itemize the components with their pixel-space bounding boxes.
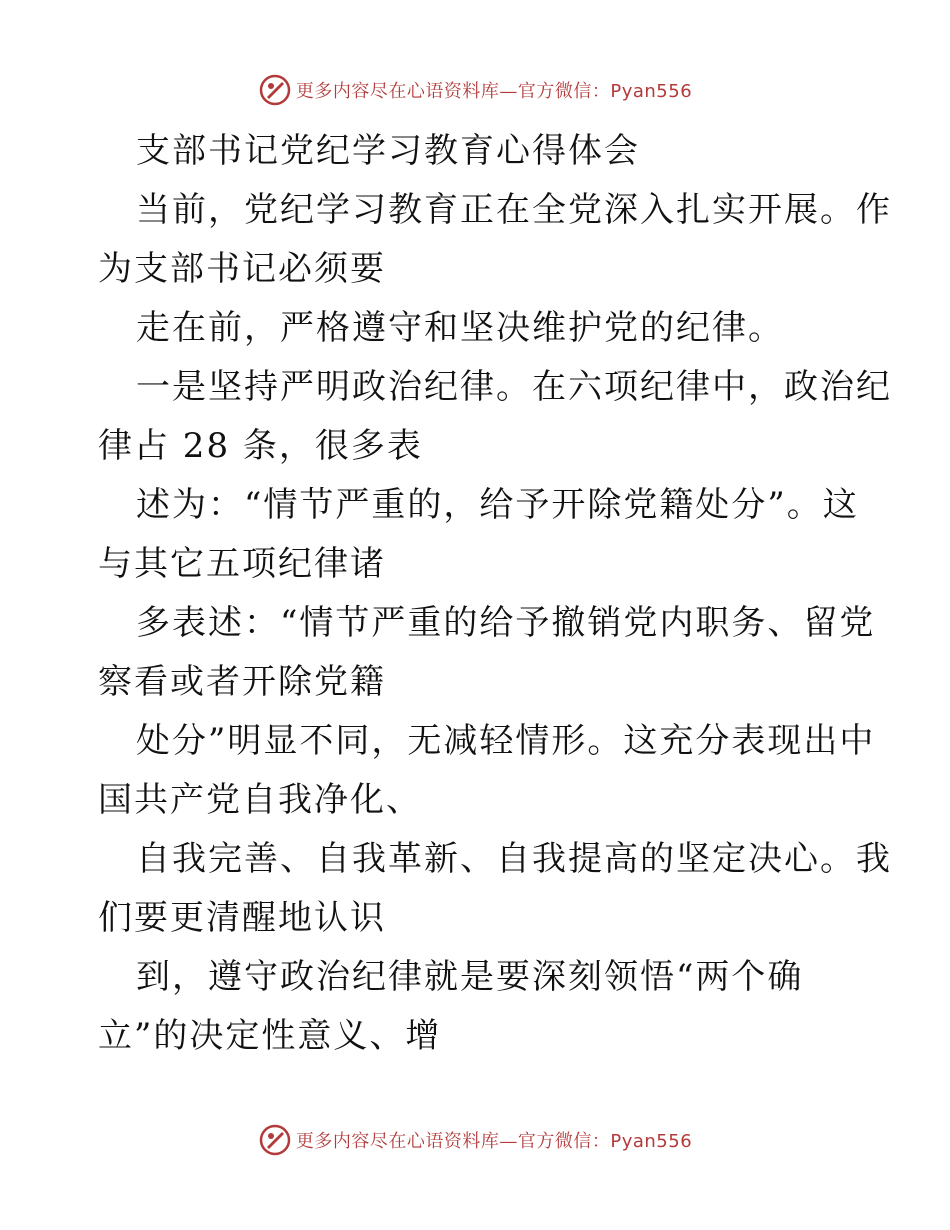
document-title: 支部书记党纪学习教育心得体会 bbox=[136, 131, 640, 171]
logo-icon bbox=[258, 1123, 292, 1157]
paragraph-line: 述为：“情节严重的，给予开除党籍处分”。这 bbox=[136, 485, 859, 525]
paragraph-line: 立”的决定性意义、增 bbox=[98, 1016, 442, 1056]
paragraph-line: 国共产党自我净化、 bbox=[98, 780, 422, 820]
footer-text: 更多内容尽在心语资料库—官方微信：Pyan556 bbox=[295, 1131, 693, 1152]
paragraph-line: 多表述：“情节严重的给予撤销党内职务、留党 bbox=[136, 603, 876, 643]
logo-icon bbox=[258, 73, 292, 107]
header-text: 更多内容尽在心语资料库—官方微信：Pyan556 bbox=[295, 81, 693, 102]
footer-watermark bbox=[0, 1120, 950, 1160]
paragraph-line: 自我完善、自我革新、自我提高的坚定决心。我 bbox=[136, 839, 892, 879]
paragraph-line: 走在前，严格遵守和坚决维护党的纪律。 bbox=[136, 308, 784, 348]
header-watermark bbox=[0, 70, 950, 110]
document-body bbox=[98, 122, 892, 1066]
paragraph-line: 当前，党纪学习教育正在全党深入扎实开展。作 bbox=[136, 190, 892, 230]
paragraph-line: 一是坚持严明政治纪律。在六项纪律中，政治纪 bbox=[136, 367, 892, 407]
paragraph-line: 处分”明显不同，无减轻情形。这充分表现出中 bbox=[136, 721, 876, 761]
paragraph-line: 与其它五项纪律诸 bbox=[98, 544, 386, 584]
paragraph-line: 律占 28 条，很多表 bbox=[98, 426, 423, 466]
paragraph-line: 察看或者开除党籍 bbox=[98, 662, 386, 702]
paragraph-line: 到，遵守政治纪律就是要深刻领悟“两个确 bbox=[136, 957, 804, 997]
paragraph-line: 为支部书记必须要 bbox=[98, 249, 386, 289]
paragraph-line: 们要更清醒地认识 bbox=[98, 898, 386, 938]
